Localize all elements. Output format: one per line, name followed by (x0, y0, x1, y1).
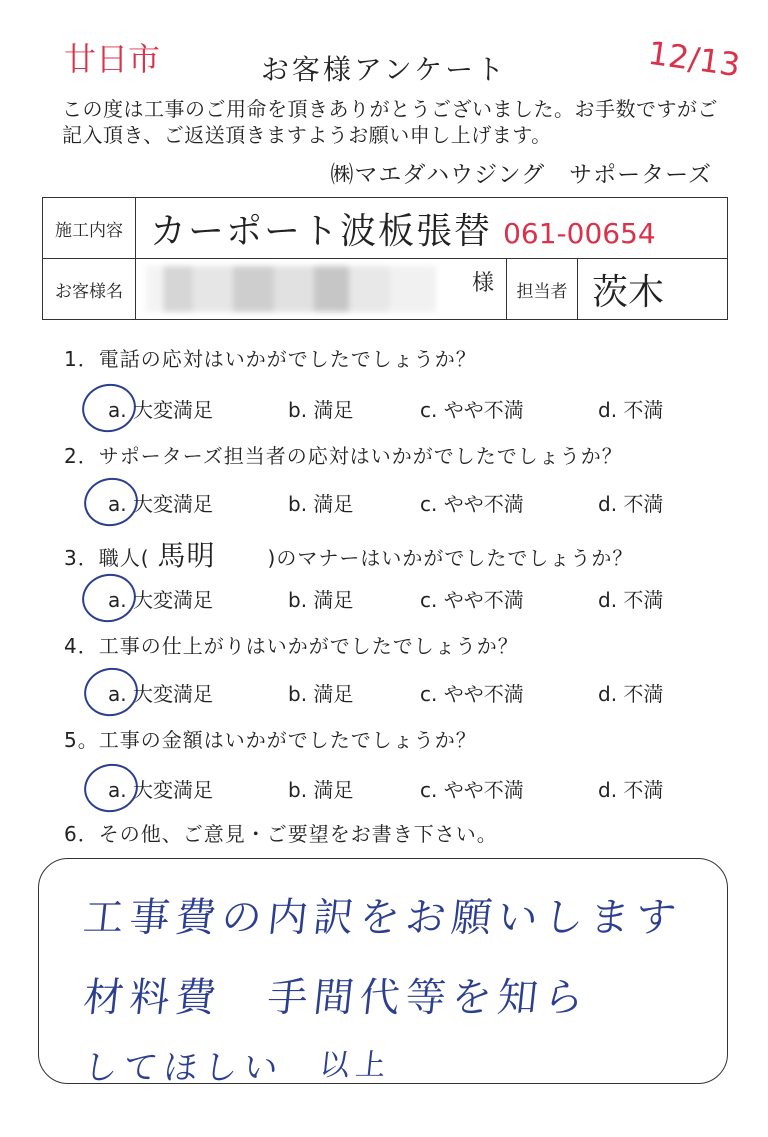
q5-option-d[interactable]: d. 不満 (598, 778, 664, 802)
work-row (43, 198, 728, 259)
q5-option-a[interactable]: a. 大変満足 (108, 778, 213, 802)
question-2: 2．サポーターズ担当者の応対はいかがでしたでしょうか？ (64, 444, 623, 468)
q4-option-a[interactable]: a. 大変満足 (108, 682, 213, 706)
q1-option-c[interactable]: c. やや不満 (420, 398, 524, 422)
question-3 (64, 534, 633, 574)
q2-option-d[interactable]: d. 不満 (598, 492, 664, 516)
q1-option-a[interactable]: a. 大変満足 (108, 398, 213, 422)
staff-name: 茨木 (592, 271, 665, 313)
q5-option-c[interactable]: c. やや不満 (420, 778, 524, 802)
honorific: 様 (471, 271, 494, 296)
staff-label: 担当者 (507, 259, 578, 320)
work-number: 061-00654 (503, 216, 656, 250)
question-3-after: )のマナーはいかがでしたでしょうか？ (267, 546, 634, 570)
page-title: お客様アンケート (260, 53, 508, 86)
work-content: カーポート波板張替 (150, 210, 493, 252)
question-3-before: 3．職人( (64, 546, 150, 570)
info-table (42, 197, 728, 320)
comment-line-3-extra: 以上 (317, 1048, 394, 1083)
q5-option-b[interactable]: b. 満足 (288, 778, 354, 802)
q3-option-d[interactable]: d. 不満 (598, 588, 664, 612)
q2-option-b[interactable]: b. 満足 (288, 492, 354, 516)
comment-line-2: 材料費 手間代等を知ら (81, 975, 593, 1021)
staff-name-cell[interactable] (578, 259, 728, 320)
question-1: 1．電話の応対はいかがでしたでしょうか？ (64, 347, 477, 371)
intro-text: この度は工事のご用命を頂きありがとうございました。お手数ですがご記入頂き、ご返送頂きますようお願い申し上げます。 (62, 97, 718, 147)
q1-option-b[interactable]: b. 満足 (288, 398, 354, 422)
craftsman-name: 馬明 (157, 539, 216, 572)
question-4: 4．工事の仕上がりはいかがでしたでしょうか？ (64, 634, 519, 658)
q2-option-a[interactable]: a. 大変満足 (108, 492, 213, 516)
q3-option-a[interactable]: a. 大変満足 (108, 588, 213, 612)
q1-option-d[interactable]: d. 不満 (598, 398, 664, 422)
q2-option-c[interactable]: c. やや不満 (420, 492, 524, 516)
comment-line-1: 工事費の内訳をお願いします (81, 895, 685, 941)
work-content-cell[interactable] (136, 198, 728, 259)
q4-option-c[interactable]: c. やや不満 (420, 682, 524, 706)
question-6: 6．その他、ご意見・ご要望をお書き下さい。 (64, 822, 498, 846)
handwritten-city: 廿日市 (64, 40, 161, 78)
redacted-customer-name (146, 266, 436, 312)
q3-option-c[interactable]: c. やや不満 (420, 588, 524, 612)
customer-row (43, 259, 728, 320)
handwritten-date: 12/13 (645, 33, 743, 85)
company-name: ㈱マエダハウジング サポーターズ (330, 162, 712, 188)
q4-option-b[interactable]: b. 満足 (288, 682, 354, 706)
q4-option-d[interactable]: d. 不満 (598, 682, 664, 706)
comment-line-3: してほしい (81, 1048, 286, 1088)
customer-name-cell[interactable] (136, 259, 507, 320)
customer-label: お客様名 (43, 259, 136, 320)
q3-option-b[interactable]: b. 満足 (288, 588, 354, 612)
question-5: 5。工事の金額はいかがでしたでしょうか？ (64, 728, 477, 752)
work-label: 施工内容 (43, 198, 136, 259)
